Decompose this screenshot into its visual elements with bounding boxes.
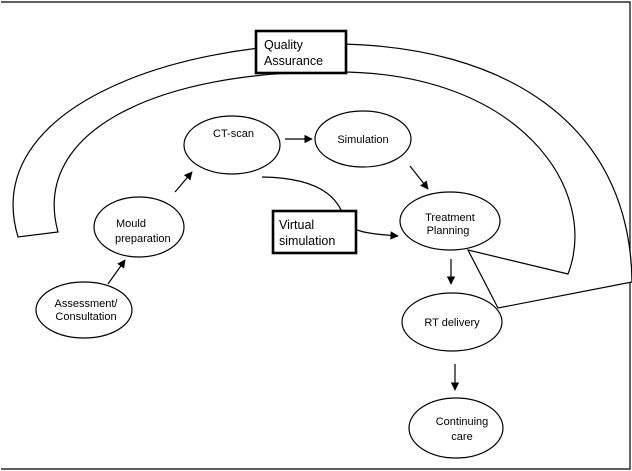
mould-label-line2: preparation — [115, 233, 171, 245]
arrow-mould-to-ct — [175, 172, 192, 192]
ct-scan-node — [184, 116, 280, 174]
continuing-care-node — [409, 398, 503, 458]
assessment-label-line2: Consultation — [55, 311, 117, 323]
rt-delivery-label: RT delivery — [424, 317, 480, 329]
simulation-label: Simulation — [337, 134, 389, 146]
treatment-label-line2: Planning — [426, 225, 470, 237]
virtual-simulation-label-line1: Virtual — [279, 218, 315, 232]
virtual-simulation-label-line2: simulation — [279, 234, 336, 248]
assessment-node — [36, 282, 132, 338]
quality-assurance-label-line1: Quality — [264, 38, 303, 52]
arrow-assessment-to-mould — [108, 260, 125, 284]
continuing-label-line1: Continuing — [435, 416, 489, 428]
treatment-label-line1: Treatment — [425, 212, 475, 224]
ct-scan-label: CT-scan — [213, 128, 254, 140]
assessment-label-line1: Assessment/ — [54, 298, 118, 310]
qa-cycle-arrow — [13, 44, 632, 308]
mould-label-line1: Mould — [116, 218, 146, 230]
arrow-simulation-to-planning — [410, 166, 428, 189]
continuing-label-line2: care — [451, 431, 473, 443]
quality-assurance-label-line2: Assurance — [264, 54, 324, 68]
